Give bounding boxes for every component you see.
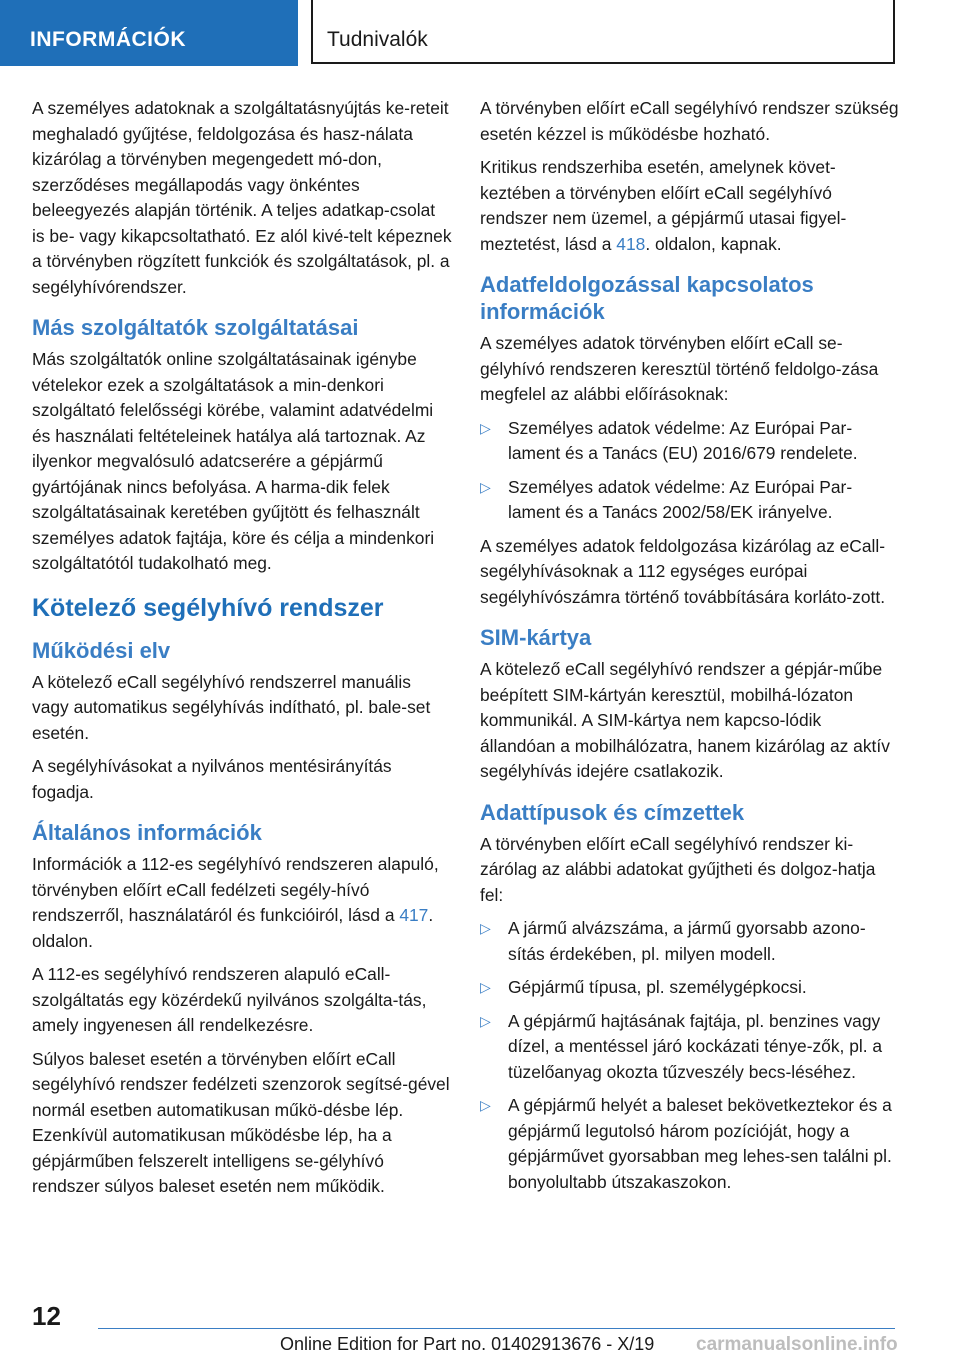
list-item-text: Személyes adatok védelme: Az Európai Par-lament és a Tanács 2002/58/EK irányelve. [508, 476, 853, 522]
triangle-bullet-icon: ▷ [480, 979, 491, 995]
list-item-text: Személyes adatok védelme: Az Európai Par-lament és a Tanács (EU) 2016/679 rendelete. [508, 417, 858, 463]
heading-data-processing: Adatfeldolgozással kapcsolatos információk [480, 272, 814, 324]
processing-limit-paragraph: A személyes adatok feldolgozása kizárólag az eCall-segélyhívásoknak a 112 egységes európai segélyhívószámra történő továbbítására korláto-zott. [480, 535, 886, 607]
processing-bullet-list [480, 416, 900, 526]
general-paragraph-3: Súlyos baleset esetén a törvényben előírt eCall segélyhívó rendszer fedélzeti szenzorok segítsé-gével normál esetben automatikusan műkö-désbe lép. Ezenkívül automatikusan működésbe lép, ha a gépjárműben felszerelt intelligens se-gélyhívó rendszer súlyos baleset esetén nem működik. [32, 1048, 450, 1196]
list-item [480, 975, 900, 1001]
triangle-bullet-icon: ▷ [480, 920, 491, 936]
list-item [480, 1093, 900, 1195]
triangle-bullet-icon: ▷ [480, 1012, 491, 1029]
list-item-text: A jármű alvázszáma, a jármű gyorsabb azono-sítás érdekében, pl. milyen modell. [508, 918, 866, 964]
list-item [480, 475, 900, 526]
footer-divider [98, 1328, 895, 1329]
list-item [480, 916, 900, 967]
right-column [480, 96, 900, 1203]
manual-paragraph: A törvényben előírt eCall segélyhívó rendszer szükség esetén kézzel is működésbe hozható. [480, 98, 899, 144]
heading-data-types: Adattípusok és címzettek [480, 799, 745, 825]
page-number: 12 [32, 1301, 61, 1331]
section-tab: INFORMÁCIÓK [0, 0, 298, 66]
general-paragraph-2: A 112-es segélyhívó rendszeren alapuló eCall-szolgáltatás egy közérdekű nyilvános szolgálta-tás, amely ingyenesen áll rendelkezésre. [32, 964, 427, 1035]
page-link-418[interactable]: 418 [616, 233, 646, 254]
footer-edition: Online Edition for Part no. 01402913676 - X/19 [280, 1334, 655, 1354]
list-item [480, 1009, 900, 1086]
heading-other-providers: Más szolgáltatók szolgáltatásai [32, 315, 359, 340]
general-text-a: Információk a 112-es segélyhívó rendszeren alapuló, törvényben előírt eCall fedélzeti segély-hívó rendszerről, használatáról és funkcióiról, lásd a [32, 854, 439, 925]
types-paragraph: A törvényben előírt eCall segélyhívó rendszer ki-zárólag az alábbi adatokat gyűjtheti és dolgoz-hatja fel: [480, 833, 876, 905]
heading-sim-card: SIM-kártya [480, 625, 592, 650]
principle-paragraph-2: A segélyhívásokat a nyilvános mentésirányítás fogadja. [32, 756, 392, 802]
triangle-bullet-icon: ▷ [480, 419, 491, 436]
critical-text-a: Kritikus rendszerhiba esetén, amelynek követ-keztében a törvényben előírt eCall segélyhívó rendszer nem üzemel, a gépjármű utasai figyel-meztetést, lásd a [480, 157, 847, 254]
sim-paragraph: A kötelező eCall segélyhívó rendszer a gépjár-műbe beépített SIM-kártyán keresztül, mobilhá-lózaton kommunikál. A SIM-kártya nem kapcso-lódik állandóan a mobilhálózatra, hanem kizárólag az aktív segélyhívás idejére csatlakozik. [480, 659, 890, 781]
general-text-b: . oldalon. [32, 905, 434, 951]
critical-paragraph [480, 155, 900, 257]
intro-paragraph: A személyes adatoknak a szolgáltatásnyújtás ke-reteit meghaladó gyűjtése, feldolgozása és hasz-nálata kizárólag a törvényben megengedett mó-don, szerződéses megállapodás vagy önkéntes beleegyezés alapján történik. A teljes adatkap-csolat is be- vagy kikapcsoltatható. Ez alól kivé-telt képeznek a törvényben rögzített funkciók és szolgáltatások, pl. a segélyhívórendszer. [32, 98, 452, 297]
critical-text-b: . oldalon, kapnak. [645, 233, 782, 254]
watermark-text: carmanualsonline.info [696, 1334, 898, 1355]
principle-paragraph-1: A kötelező eCall segélyhívó rendszerrel manuális vagy automatikus segélyhívás indítható, pl. bale-set esetén. [32, 671, 431, 743]
heading-operating-principle: Működési elv [32, 637, 171, 663]
left-column [32, 96, 452, 1208]
general-paragraph-1 [32, 852, 452, 954]
list-item-text: A gépjármű helyét a baleset bekövetkeztekor és a gépjármű legutolsó három pozícióját, hogy a gépjárművet gyorsabban meg lehes-sen találni pl. bonyolultabb útszakaszokon. [508, 1095, 892, 1192]
list-item-text: A gépjármű hajtásának fajtája, pl. benzines vagy dízel, a mentéssel járó kockázati ténye-zők, pl. a tüzelőanyag okozta tűzveszély becs-léséhez. [508, 1010, 883, 1082]
chapter-title: Tudnivalók [311, 0, 895, 64]
heading-general-info: Általános információk [32, 820, 262, 845]
other-providers-paragraph: Más szolgáltatók online szolgáltatásainak igénybe vételekor ezek a szolgáltatások a min-denkori szolgáltató felelősségi körébe, valamint adatvédelmi és használati feltételeinek hatálya alá tartoznak. Az ilyenkor megvalósuló adatcserére a gépjármű gyártójának nincs befolyása. A harma-dik felek szolgáltatásainak keretében gyűjtött és felhasznált személyes adatok fajtája, köre és célja a mindenkori szolgáltatótól tudakolható meg. [32, 349, 435, 573]
triangle-bullet-icon: ▷ [480, 1097, 491, 1113]
types-bullet-list [480, 916, 900, 1195]
page-link-417[interactable]: 417 [399, 905, 429, 925]
triangle-bullet-icon: ▷ [480, 478, 491, 495]
list-item [480, 416, 900, 467]
list-item-text: Gépjármű típusa, pl. személygépkocsi. [508, 977, 807, 997]
processing-paragraph: A személyes adatok törvényben előírt eCall se-gélyhívó rendszeren keresztül történő feldolgo-zása megfelel az alábbi előírásoknak: [480, 333, 879, 404]
heading-mandatory-ecall: Kötelező segélyhívó rendszer [32, 593, 384, 622]
page-header [0, 0, 960, 66]
